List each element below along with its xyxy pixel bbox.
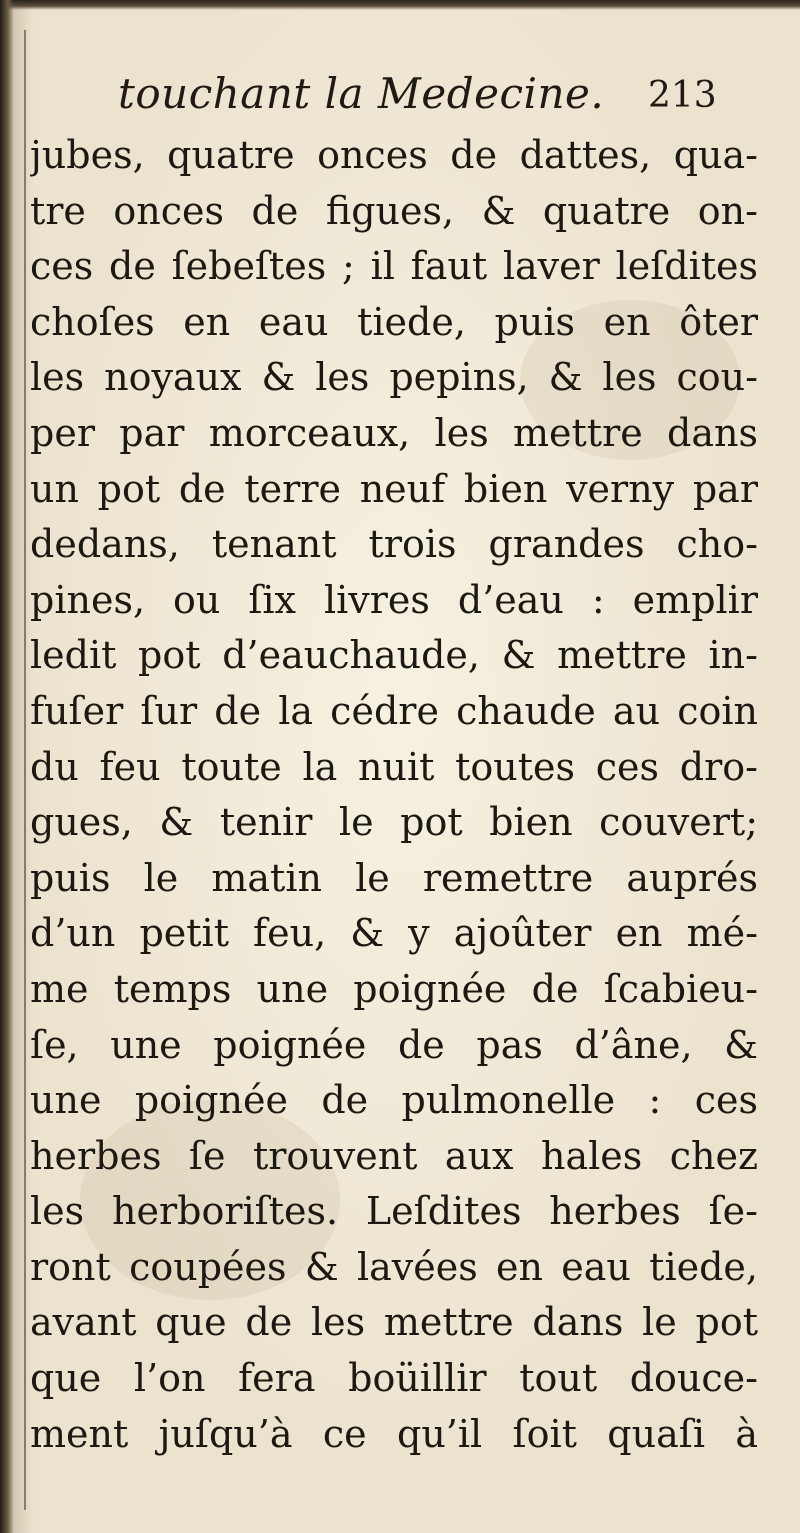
text-line: fuſer ſur de la cédre chaude au coin <box>30 688 758 733</box>
text-line: dedans, tenant trois grandes cho- <box>30 522 758 567</box>
text-line: tre onces de figues, & quatre on- <box>30 188 758 233</box>
text-line: d’un petit feu, & y ajoûter en mé- <box>30 911 758 956</box>
gutter-line <box>24 30 26 1510</box>
text-line: les noyaux & les pepins, & les cou- <box>30 355 758 400</box>
text-line: per par morceaux, les mettre dans <box>30 410 758 455</box>
body-text <box>30 128 770 1462</box>
text-line: ment juſqu’à ce qu’il ſoit quaſi à <box>30 1411 758 1456</box>
page-number: 213 <box>648 75 717 116</box>
text-line: les herboriſtes. Leſdites herbes ſe- <box>30 1189 758 1234</box>
text-line: puis le matin le remettre auprés <box>30 855 758 900</box>
binding-edge <box>0 0 14 1533</box>
text-line: un pot de terre neuf bien verny par <box>30 466 758 511</box>
running-title: touchant la Medecine. <box>118 69 605 118</box>
text-line: herbes ſe trouvent aux hales chez <box>30 1133 758 1178</box>
text-line: me temps une poignée de ſcabieu- <box>30 966 758 1011</box>
text-line: jubes, quatre onces de dattes, qua- <box>30 133 758 177</box>
text-line: choſes en eau tiede, puis en ôter <box>30 299 758 344</box>
text-line: avant que de les mettre dans le pot <box>30 1300 758 1345</box>
text-line: du feu toute la nuit toutes ces dro- <box>30 744 758 789</box>
text-line: pines, ou ſix livres d’eau : emplir <box>30 577 758 622</box>
text-line: ſe, une poignée de pas d’âne, & <box>30 1022 758 1067</box>
text-line: que l’on fera boüillir tout douce- <box>30 1356 758 1401</box>
text-line: gues, & tenir le pot bien couvert; <box>30 800 758 845</box>
text-line: ledit pot d’eauchaude, & mettre in- <box>30 633 758 678</box>
text-line: ront coupées & lavées en eau tiede, <box>30 1244 758 1289</box>
text-line: une poignée de pulmonelle : ces <box>30 1078 758 1123</box>
text-line: ces de ſebeſtes ; il faut laver leſdites <box>30 244 758 289</box>
page-header <box>0 66 800 126</box>
page-top-edge <box>0 0 800 10</box>
